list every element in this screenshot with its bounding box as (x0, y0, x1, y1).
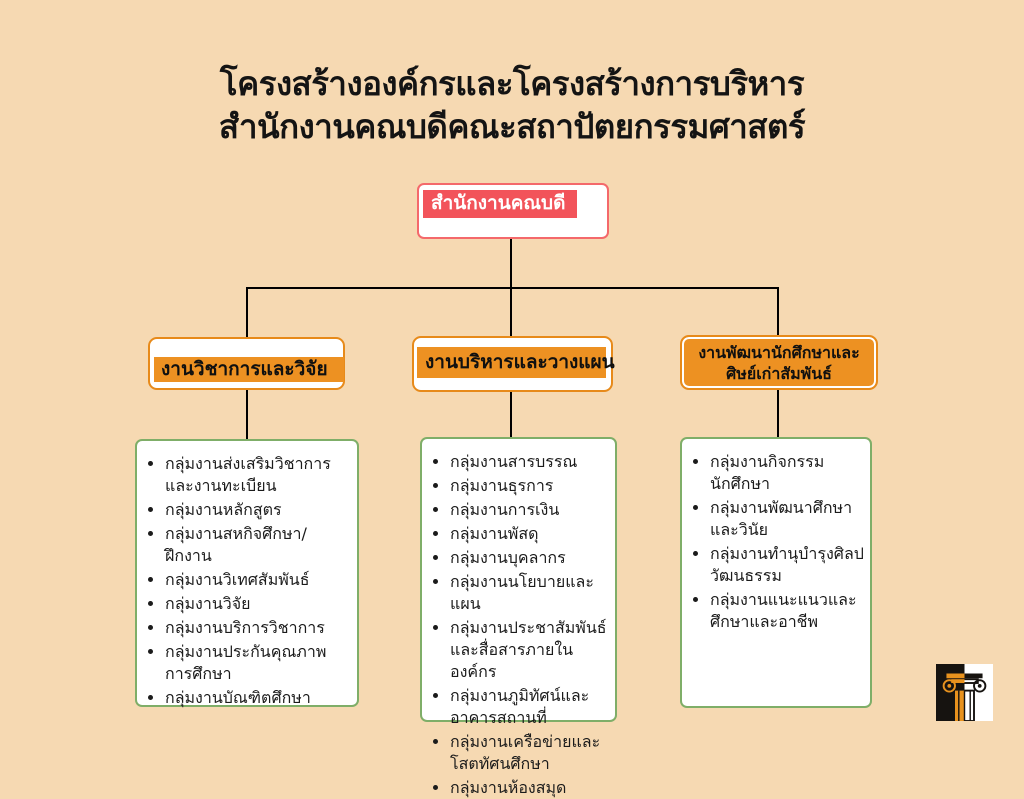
connector-root-vertical (510, 238, 512, 288)
list-item: • กลุ่มงานประกันคุณภาพการศึกษา (165, 641, 351, 685)
branch-list-academic-research (135, 439, 359, 707)
page-title (0, 62, 1024, 148)
connector-left-drop (246, 287, 248, 338)
connector-horizontal (246, 287, 779, 289)
column-logo-icon (936, 664, 993, 721)
branch-header-student-alumni[interactable] (680, 335, 878, 390)
list-item: • กลุ่มงานวิเทศสัมพันธ์ (165, 569, 351, 591)
list-item: • กลุ่มงานการเงิน (450, 499, 609, 521)
list-item: • กลุ่มงานบริการวิชาการ (165, 617, 351, 639)
root-node-dean-office[interactable] (417, 183, 609, 239)
connector-middle-header-to-list (510, 391, 512, 438)
list-item: • กลุ่มงานสหกิจศึกษา/ฝึกงาน (165, 523, 351, 567)
list-item: • กลุ่มงานพัฒนาศึกษาและวินัย (710, 497, 864, 541)
title-line-2: สำนักงานคณบดีคณะสถาปัตยกรรมศาสตร์ (218, 107, 806, 146)
list-item: • กลุ่มงานบุคลากร (450, 547, 609, 569)
list-item: • กลุ่มงานแนะแนวและศึกษาและอาชีพ (710, 589, 864, 633)
list-item: • กลุ่มงานนโยบายและแผน (450, 571, 609, 615)
bullet-list (145, 453, 351, 709)
branch-header-label: งานวิชาการและวิจัย (154, 357, 344, 382)
list-item: • กลุ่มงานหลักสูตร (165, 499, 351, 521)
list-item: • กลุ่มงานกิจกรรมนักศึกษา (710, 451, 864, 495)
connector-right-header-to-list (777, 389, 779, 438)
bullet-list (690, 451, 864, 633)
branch-header-label: งานพัฒนานักศึกษาและศิษย์เก่าสัมพันธ์ (698, 342, 860, 383)
list-item: • กลุ่มงานบัณฑิตศึกษา (165, 687, 351, 709)
branch-header-academic-research[interactable] (148, 337, 345, 390)
list-item: • กลุ่มงานเครือข่ายและโสตทัศนศึกษา (450, 731, 609, 775)
branch-header-label: งานบริหารและวางแผน (417, 347, 606, 378)
list-item: • กลุ่มงานภูมิทัศน์และอาคารสถานที่ (450, 685, 609, 729)
connector-middle-drop (510, 287, 512, 337)
root-node-label: สำนักงานคณบดี (423, 190, 577, 218)
list-item: • กลุ่มงานธุรการ (450, 475, 609, 497)
connector-right-drop (777, 287, 779, 336)
branch-list-admin-planning (420, 437, 617, 797)
branch-header-admin-planning[interactable] (412, 336, 613, 392)
list-item: • กลุ่มงานประชาสัมพันธ์และสื่อสารภายในองค์กร (450, 617, 609, 683)
list-item: • กลุ่มงานสารบรรณ (450, 451, 609, 473)
list-item: • กลุ่มงานส่งเสริมวิชาการและงานทะเบียน (165, 453, 351, 497)
connector-left-header-to-list (246, 389, 248, 440)
title-line-1: โครงสร้างองค์กรและโครงสร้างการบริหาร (219, 64, 805, 103)
bullet-list (430, 451, 609, 799)
branch-list-student-alumni (680, 437, 872, 708)
list-item: • กลุ่มงานพัสดุ (450, 523, 609, 545)
faculty-of-architecture-column-logo (936, 664, 993, 721)
list-item: • กลุ่มงานวิจัย (165, 593, 351, 615)
list-item: • กลุ่มงานห้องสมุด (450, 777, 609, 799)
list-item: • กลุ่มงานทำนุบำรุงศิลปวัฒนธรรม (710, 543, 864, 587)
